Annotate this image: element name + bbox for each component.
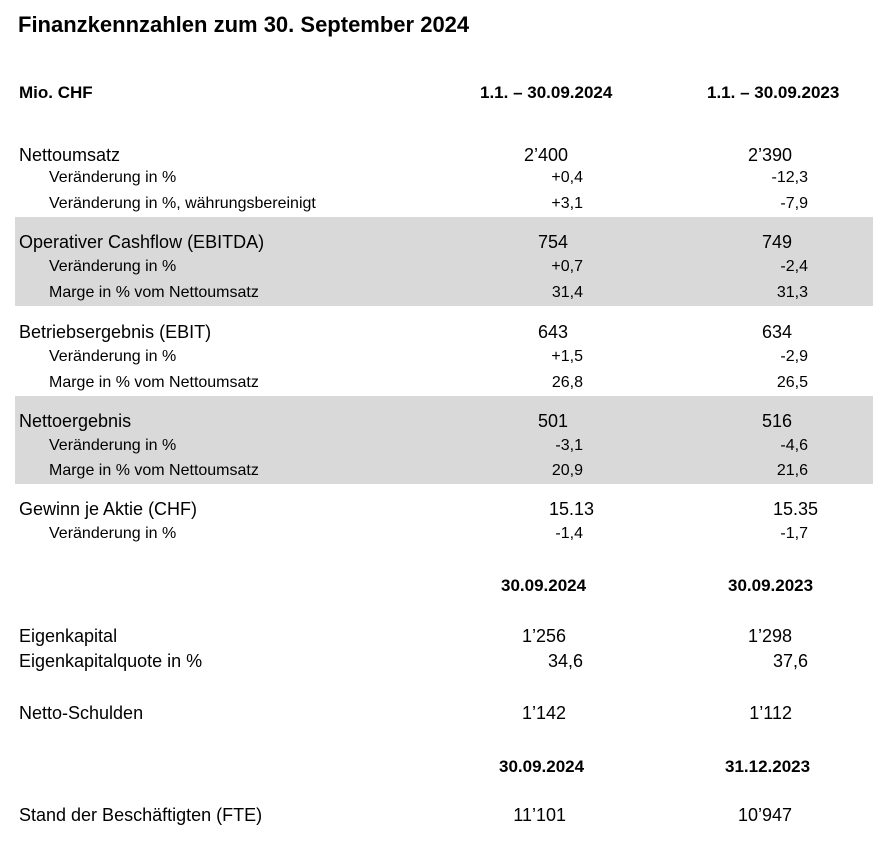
value-2024: 1’256: [521, 626, 566, 646]
table-row-beschaeftigte: [0, 803, 893, 827]
column-header-2024: 30.09.2024: [501, 576, 587, 595]
value-2024: 26,8: [551, 374, 583, 391]
column-header-2024: 1.1. – 30.09.2024: [480, 83, 613, 102]
table-row-sub: [0, 434, 893, 458]
value-2023: -4,6: [780, 437, 808, 454]
table-row-sub: [0, 371, 893, 395]
row-label: Gewinn je Aktie (CHF): [19, 499, 198, 519]
row-label: Nettoumsatz: [19, 145, 121, 165]
table-row-netto-schulden: [0, 701, 893, 725]
row-label: Marge in % vom Nettoumsatz: [49, 374, 259, 391]
row-label: Veränderung in %: [49, 525, 177, 542]
value-2023: -2,4: [780, 258, 808, 275]
row-label: Netto-Schulden: [19, 703, 144, 723]
value-2024: +1,5: [551, 348, 583, 365]
table-row-eigenkapitalquote: [0, 649, 893, 673]
value-2023: 10’947: [737, 805, 792, 825]
value-2023: 31,3: [776, 284, 808, 301]
row-label: Marge in % vom Nettoumsatz: [49, 284, 259, 301]
row-label: Nettoergebnis: [19, 411, 132, 431]
value-2024: +0,4: [551, 169, 583, 186]
page-title: Finanzkennzahlen zum 30. September 2024: [18, 12, 470, 37]
value-2024: 754: [537, 232, 568, 252]
row-label: Veränderung in %: [49, 258, 177, 275]
value-2023: 37,6: [772, 651, 808, 671]
value-2024: 34,6: [547, 651, 583, 671]
value-2024: -1,4: [555, 525, 583, 542]
table-row-eps: [0, 497, 893, 521]
table-row-sub: [0, 281, 893, 305]
value-2024: -3,1: [555, 437, 583, 454]
table-row-sub: [0, 166, 893, 190]
value-2024: 11’101: [513, 805, 566, 825]
row-label: Veränderung in %: [49, 348, 177, 365]
column-header-2023: 31.12.2023: [725, 757, 811, 776]
table-row-eigenkapital: [0, 624, 893, 648]
column-header-2024: 30.09.2024: [499, 757, 585, 776]
value-2023: 634: [761, 322, 792, 342]
table-row-ebit: [0, 320, 893, 344]
table-row-sub: [0, 192, 893, 216]
value-2023: -1,7: [780, 525, 808, 542]
row-label: Veränderung in %: [49, 437, 177, 454]
value-2023: 749: [761, 232, 792, 252]
table-row-sub: [0, 345, 893, 369]
value-2024: 1’142: [521, 703, 566, 723]
value-2023: 1’298: [747, 626, 792, 646]
staff-header: [0, 755, 893, 779]
value-2024: 31,4: [551, 284, 583, 301]
column-header-2023: 30.09.2023: [728, 576, 814, 595]
table-row-ebitda: [0, 230, 893, 254]
balance-header: [0, 574, 893, 598]
table-row-nettoergebnis: [0, 409, 893, 433]
value-2024: 501: [537, 411, 568, 431]
value-2023: -2,9: [780, 348, 808, 365]
table-row-sub: [0, 255, 893, 279]
value-2024: 2’400: [523, 145, 568, 165]
value-2024: +0,7: [551, 258, 583, 275]
row-label: Eigenkapitalquote in %: [19, 651, 203, 671]
row-label: Marge in % vom Nettoumsatz: [49, 462, 259, 479]
value-2024: 15.13: [548, 499, 594, 519]
table-header: [0, 81, 893, 105]
value-2024: +3,1: [551, 195, 583, 212]
table-row-sub: [0, 459, 893, 483]
row-label: Betriebsergebnis (EBIT): [19, 322, 212, 342]
value-2023: 516: [761, 411, 792, 431]
value-2023: -7,9: [780, 195, 808, 212]
unit-label: Mio. CHF: [19, 83, 93, 102]
table-row-nettoumsatz: [0, 143, 893, 167]
value-2024: 20,9: [551, 462, 583, 479]
table-row-sub: [0, 522, 893, 546]
value-2023: 21,6: [776, 462, 808, 479]
row-label: Veränderung in %: [49, 169, 177, 186]
row-label: Operativer Cashflow (EBITDA): [19, 232, 265, 252]
row-label: Eigenkapital: [19, 626, 118, 646]
value-2023: 15.35: [772, 499, 818, 519]
value-2024: 643: [537, 322, 568, 342]
row-label: Stand der Beschäftigten (FTE): [19, 805, 263, 825]
value-2023: -12,3: [771, 169, 808, 186]
column-header-2023: 1.1. – 30.09.2023: [707, 83, 840, 102]
value-2023: 2’390: [747, 145, 792, 165]
row-label: Veränderung in %, währungsbereinigt: [49, 195, 316, 212]
value-2023: 1’112: [749, 703, 792, 723]
value-2023: 26,5: [776, 374, 808, 391]
